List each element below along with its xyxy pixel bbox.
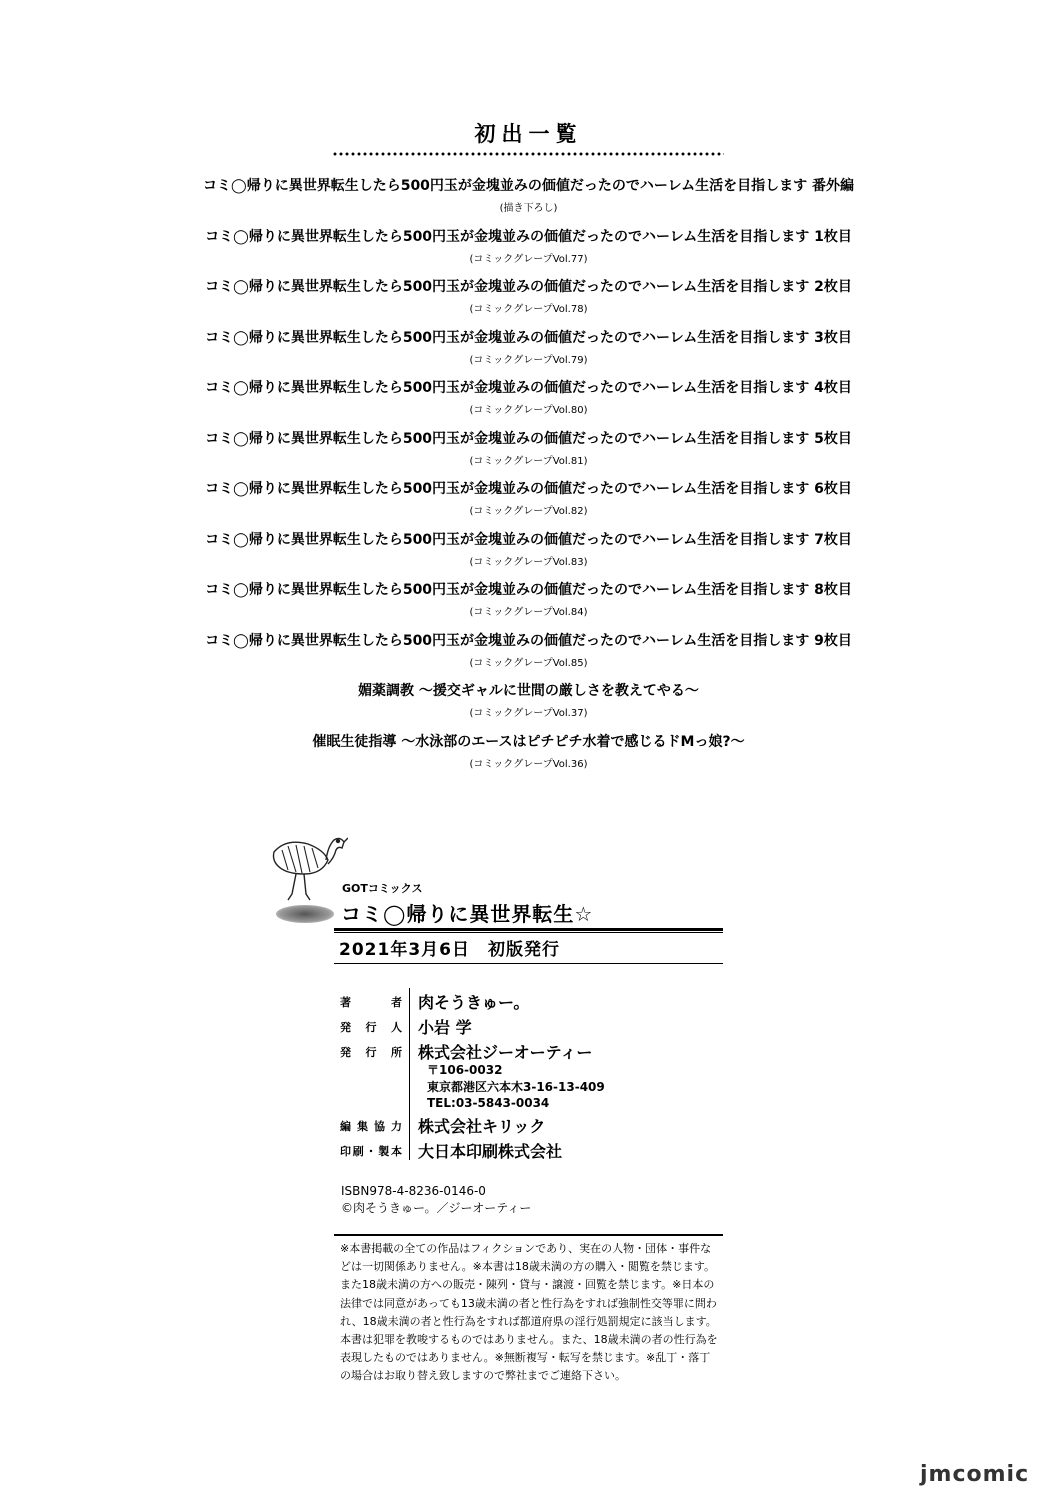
entry-source: (コミックグレープVol.37) — [469, 708, 588, 719]
entry-source: (コミックグレープVol.85) — [469, 657, 588, 669]
credits-divider — [409, 988, 410, 1160]
publisher-label: 発行所 — [340, 1046, 402, 1059]
isbn: ISBN978-4-8236-0146-0 — [341, 1184, 486, 1198]
editing-label: 編集協力 — [340, 1120, 402, 1133]
entry-title: コミ◯帰りに異世界転生したら500円玉が金塊並みの価値だったのでハーレム生活を目指します 1枚目 — [205, 228, 852, 245]
telephone: TEL:03-5843-0034 — [427, 1096, 550, 1110]
copyright: ©肉そうきゅー。／ジーオーティー — [341, 1201, 532, 1215]
editing-company: 株式会社キリック — [418, 1117, 546, 1136]
entry-source: (コミックグレープVol.36) — [469, 758, 588, 770]
book-title: コミ◯帰りに異世界転生☆ — [341, 902, 594, 926]
list-item — [0, 428, 1057, 479]
publisher-name: 株式会社ジーオーティー — [418, 1043, 593, 1062]
entry-title: コミ◯帰りに異世界転生したら500円玉が金塊並みの価値だったのでハーレム生活を目指します 6枚目 — [205, 481, 852, 497]
legal-notice: ※本書掲載の全ての作品はフィクションであり、実在の人物・団体・事件などは一切関係ありません。※本書は18歳未満の方の購入・閲覧を禁じます。また18歳未満の方への販売・陳列・貸与・譲渡・回覧を禁じます。※日本の法律では同意があっても13歳未満の者と性行為をすれば強制性交等罪に問われ、18歳未満の者と性行為をすれば都道府県の淫行処罰規定に該当します。本書は犯罪を教唆するものではありません。また、18歳未満の者の性行為を表現したものではありません。※無断複写・転写を禁じます。※乱丁・落丁の場合はお取り替え致しますので弊社までご連絡下さい。 — [340, 1242, 718, 1383]
divider — [334, 1234, 723, 1236]
series-name: GOTコミックス — [342, 882, 423, 895]
page-title: 初出一覧 — [474, 122, 583, 146]
divider — [334, 932, 723, 933]
bird-logo-icon — [268, 830, 348, 930]
isbn-block — [341, 1183, 531, 1217]
list-item — [0, 276, 1057, 327]
entry-source: (コミックグレープVol.84) — [469, 607, 588, 618]
author-label: 著者 — [340, 996, 402, 1009]
entry-source: (コミックグレープVol.78) — [469, 304, 588, 315]
list-item — [0, 630, 1057, 681]
entry-source: (コミックグレープVol.83) — [469, 556, 588, 568]
entry-source: (描き下ろし) — [499, 203, 558, 214]
entry-title: コミ◯帰りに異世界転生したら500円玉が金塊並みの価値だったのでハーレム生活を目指します 7枚目 — [205, 531, 852, 548]
entry-list — [0, 175, 1057, 781]
street-address: 東京都港区六本木3-16-13-409 — [427, 1079, 605, 1094]
divider — [334, 963, 723, 964]
list-item — [0, 226, 1057, 277]
entry-title: 催眠生徒指導 ～水泳部のエースはピチピチ水着で感じるドMっ娘?～ — [312, 733, 745, 750]
list-item — [0, 478, 1057, 529]
entry-title: コミ◯帰りに異世界転生したら500円玉が金塊並みの価値だったのでハーレム生活を目指します 9枚目 — [205, 632, 852, 649]
list-item — [0, 327, 1057, 378]
list-item — [0, 529, 1057, 580]
list-item — [0, 731, 1057, 782]
author-name: 肉そうきゅー。 — [418, 993, 530, 1012]
entry-title: コミ◯帰りに異世界転生したら500円玉が金塊並みの価値だったのでハーレム生活を目指します 2枚目 — [205, 279, 852, 295]
dotted-divider — [332, 152, 724, 156]
publish-date: 2021年3月6日 初版発行 — [339, 940, 560, 960]
entry-title: コミ◯帰りに異世界転生したら500円玉が金塊並みの価値だったのでハーレム生活を目指します 8枚目 — [205, 582, 852, 598]
publisher-address — [427, 1062, 605, 1112]
printing-label: 印刷・製本 — [340, 1145, 402, 1158]
entry-title: 媚薬調教 ～援交ギャルに世間の厳しさを教えてやる～ — [358, 683, 699, 699]
printing-company: 大日本印刷株式会社 — [418, 1142, 563, 1161]
entry-title: コミ◯帰りに異世界転生したら500円玉が金塊並みの価値だったのでハーレム生活を目指します 番外編 — [203, 178, 854, 194]
entry-title: コミ◯帰りに異世界転生したら500円玉が金塊並みの価値だったのでハーレム生活を目指します 4枚目 — [205, 380, 852, 396]
list-item — [0, 680, 1057, 731]
entry-source: (コミックグレープVol.77) — [469, 253, 588, 265]
watermark: jmcomic — [920, 1462, 1030, 1487]
entry-title: コミ◯帰りに異世界転生したら500円玉が金塊並みの価値だったのでハーレム生活を目指します 3枚目 — [205, 329, 852, 346]
entry-source: (コミックグレープVol.82) — [469, 506, 588, 517]
divider — [334, 928, 723, 931]
entry-title: コミ◯帰りに異世界転生したら500円玉が金塊並みの価値だったのでハーレム生活を目指します 5枚目 — [205, 430, 852, 447]
entry-source: (コミックグレープVol.81) — [469, 455, 588, 467]
publisher-person: 小岩 学 — [418, 1018, 472, 1037]
entry-source: (コミックグレープVol.80) — [469, 405, 588, 416]
list-item — [0, 175, 1057, 226]
postal-code: 〒106-0032 — [427, 1063, 503, 1077]
list-item — [0, 377, 1057, 428]
list-item — [0, 579, 1057, 630]
entry-source: (コミックグレープVol.79) — [469, 354, 588, 366]
publisher-person-label: 発行人 — [340, 1021, 402, 1034]
